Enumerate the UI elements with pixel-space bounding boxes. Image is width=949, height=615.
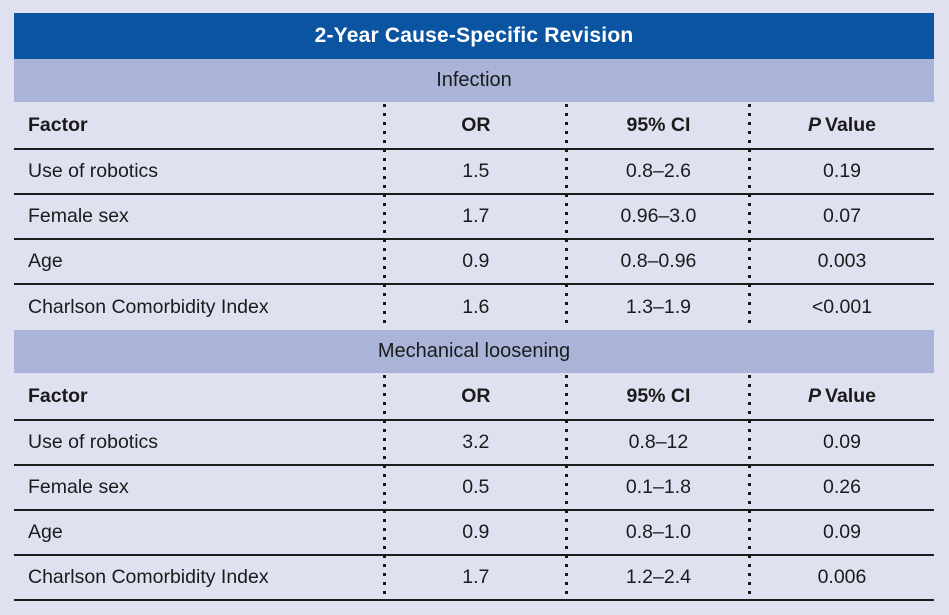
table-row [14, 285, 934, 330]
factor-cell: Use of robotics [28, 160, 159, 182]
table-row [14, 511, 934, 556]
or-cell: 0.9 [462, 250, 490, 272]
factor-cell: Female sex [28, 476, 129, 498]
pvalue-cell: <0.001 [811, 296, 873, 318]
factor-cell: Age [28, 521, 63, 543]
column-header-or: OR [461, 384, 491, 407]
or-cell: 0.9 [462, 521, 490, 543]
section-body-mechanical-loosening [14, 373, 934, 601]
column-header-factor: Factor [28, 384, 88, 407]
factor-cell: Charlson Comorbidity Index [28, 566, 269, 588]
column-header-ci: 95% CI [626, 113, 691, 136]
p-symbol: P [808, 384, 822, 407]
ci-cell: 0.1–1.8 [625, 476, 691, 498]
table-row [14, 466, 934, 511]
pvalue-cell: 0.09 [823, 521, 861, 543]
p-symbol: P [808, 113, 822, 136]
revision-table [14, 13, 934, 601]
table-row [14, 240, 934, 285]
table-row [14, 421, 934, 466]
section-band-infection: Infection [14, 59, 934, 102]
pvalue-cell: 0.09 [823, 431, 861, 453]
pvalue-cell: 0.006 [817, 566, 867, 588]
ci-cell: 0.8–12 [628, 431, 689, 453]
factor-cell: Charlson Comorbidity Index [28, 296, 269, 318]
pvalue-cell: 0.19 [823, 160, 861, 182]
factor-cell: Age [28, 250, 63, 272]
ci-cell: 0.8–1.0 [625, 521, 691, 543]
column-header-ci: 95% CI [626, 384, 691, 407]
or-cell: 3.2 [462, 431, 490, 453]
section-band-mechanical-loosening: Mechanical loosening [14, 330, 934, 373]
column-header-or: OR [461, 113, 491, 136]
header-row [14, 102, 934, 150]
ci-cell: 1.2–2.4 [625, 566, 691, 588]
table-title: 2-Year Cause-Specific Revision [314, 24, 634, 47]
ci-cell: 0.8–0.96 [620, 250, 697, 272]
section-body-infection [14, 102, 934, 330]
column-header-pvalue [750, 114, 934, 137]
ci-cell: 0.96–3.0 [620, 205, 697, 227]
or-cell: 1.7 [462, 205, 490, 227]
table-title-bar [14, 13, 934, 59]
column-header-pvalue [750, 385, 934, 408]
or-cell: 1.6 [462, 296, 490, 318]
pvalue-cell: 0.07 [823, 205, 861, 227]
pvalue-cell: 0.003 [817, 250, 867, 272]
or-cell: 1.5 [462, 160, 490, 182]
ci-cell: 1.3–1.9 [625, 296, 691, 318]
p-value-word: Value [825, 384, 876, 407]
header-row [14, 373, 934, 421]
table-row [14, 556, 934, 601]
table-row [14, 195, 934, 240]
pvalue-cell: 0.26 [823, 476, 861, 498]
or-cell: 0.5 [462, 476, 490, 498]
factor-cell: Use of robotics [28, 431, 159, 453]
column-header-factor: Factor [28, 113, 88, 136]
ci-cell: 0.8–2.6 [625, 160, 691, 182]
p-value-word: Value [825, 113, 876, 136]
or-cell: 1.7 [462, 566, 490, 588]
table-row [14, 150, 934, 195]
factor-cell: Female sex [28, 205, 129, 227]
